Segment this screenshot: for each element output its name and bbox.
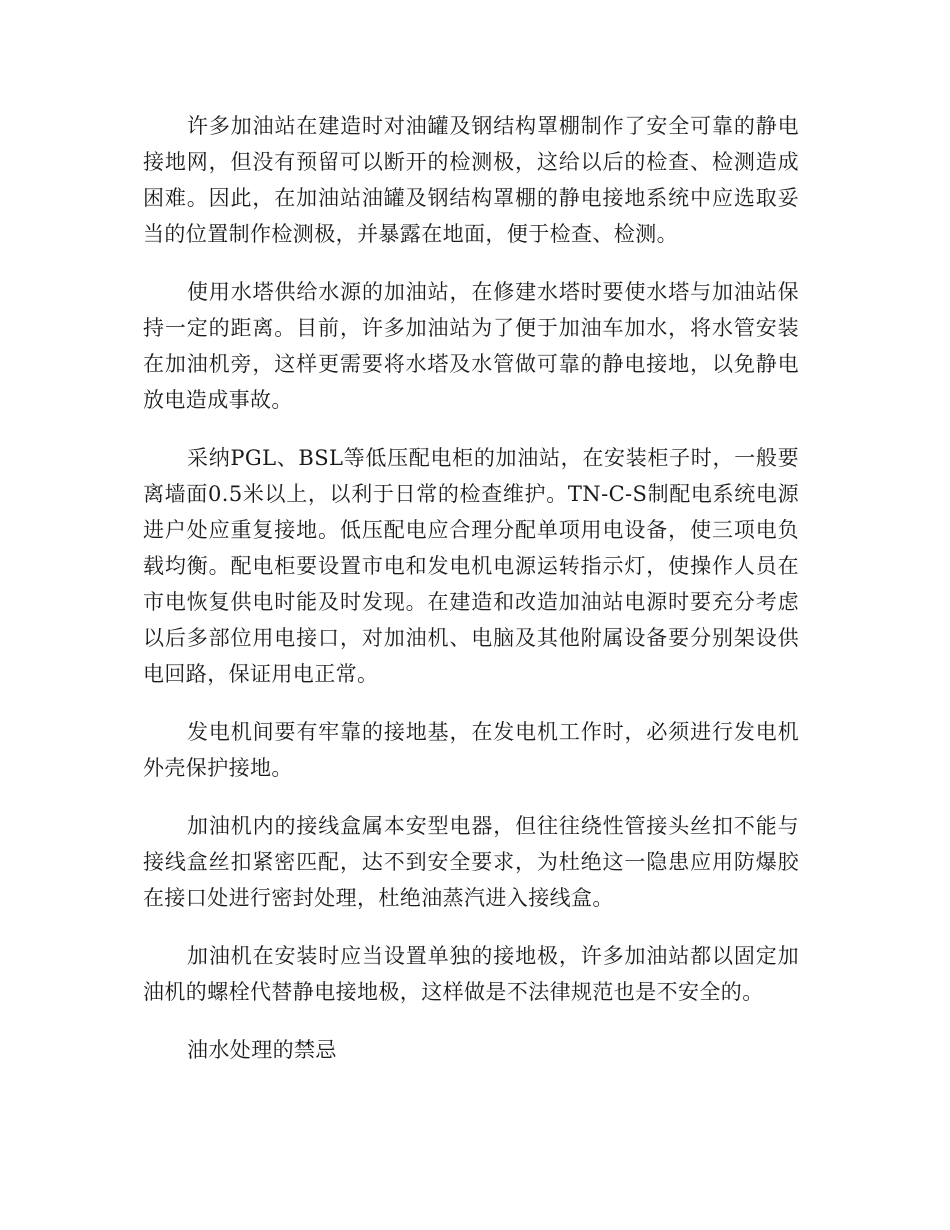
paragraph-generator-grounding: 发电机间要有牢靠的接地基，在发电机工作时，必须进行发电机外壳保护接地。 [143,720,799,780]
paragraph-water-tower: 使用水塔供给水源的加油站，在修建水塔时要使水塔与加油站保持一定的距离。目前，许多加油站为了便于加油车加水，将水管安装在加油机旁，这样更需要将水塔及水管做可靠的静电接地，以免静电放电造成事故。 [143,280,799,412]
paragraph-distribution-cabinet: 采纳PGL、BSL等低压配电柜的加油站，在安装柜子时，一般要离墙面0.5米以上，以利于日常的检查维护。TN-C-S制配电系统电源进户处应重复接地。低压配电应合理分配单项用电设备，使三项电负载均衡。配电柜要设置市电和发电机电源运转指示灯，使操作人员在市电恢复供电时能及时发现。在建造和改造加油站电源时要充分考虑以后多部位用电接口，对加油机、电脑及其他附属设备要分别架设供电回路，保证用电正常。 [143,446,799,686]
paragraph-grounding-test-pole: 许多加油站在建造时对油罐及钢结构罩棚制作了安全可靠的静电接地网，但没有预留可以断开的检测极，这给以后的检查、检测造成困难。因此，在加油站油罐及钢结构罩棚的静电接地系统中应选取妥当的位置制作检测极，并暴露在地面，便于检查、检测。 [143,114,799,246]
paragraph-junction-box: 加油机内的接线盒属本安型电器，但往往绕性管接头丝扣不能与接线盒丝扣紧密匹配，达不到安全要求，为杜绝这一隐患应用防爆胶在接口处进行密封处理，杜绝油蒸汽进入接线盒。 [143,814,799,910]
section-heading-oil-water: 油水处理的禁忌 [187,1038,337,1062]
document-body [143,108,799,1090]
paragraph-dispenser-ground-pole: 加油机在安装时应当设置单独的接地极，许多加油站都以固定加油机的螺栓代替静电接地极，这样做是不法律规范也是不安全的。 [143,944,799,1004]
